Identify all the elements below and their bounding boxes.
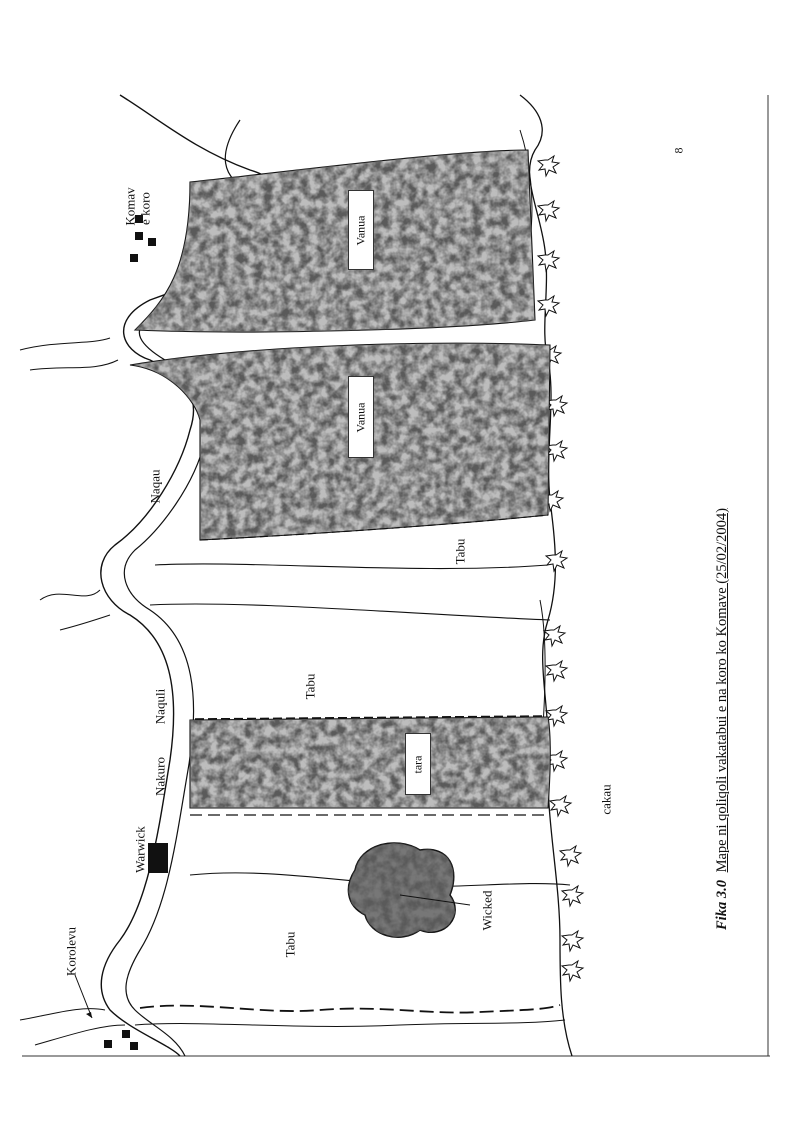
plot-label-vanua-top — [348, 190, 374, 270]
figure-caption — [714, 470, 734, 930]
figure-number: Fika 3.0 — [714, 880, 730, 930]
plot-label-vanua-mid — [348, 376, 374, 458]
label-nakuro: Nakuro — [152, 757, 168, 796]
label-warwick: Warwick — [132, 826, 148, 873]
label-komave-1: Komav — [122, 187, 138, 226]
korolevu-village-markers — [104, 1030, 138, 1050]
tabu-zone-outline — [150, 564, 550, 620]
creek-bottom — [20, 1009, 125, 1045]
plot-vanua-mid — [130, 343, 550, 540]
reef-markers — [538, 156, 583, 981]
label-tabu-mid: Tabu — [302, 673, 318, 700]
page-number: 8 — [671, 147, 686, 154]
plot-tara — [190, 716, 550, 815]
label-tabu-bottom: Tabu — [282, 931, 298, 958]
label-naquli: Naquli — [152, 688, 168, 725]
boundary-dashed-line — [140, 1005, 560, 1013]
label-naqau: Naqau — [147, 469, 163, 504]
label-cakau: cakau — [598, 784, 614, 815]
plot-label-vanua-top-text: Vanua — [353, 215, 368, 245]
plot-label-tara-text: tara — [410, 755, 425, 773]
warwick-hotel-marker — [148, 843, 168, 873]
creek-mid — [40, 590, 110, 630]
plot-label-vanua-mid-text: Vanua — [353, 402, 368, 432]
label-wicked: Wicked — [479, 890, 495, 931]
label-tabu-top: Tabu — [452, 538, 468, 565]
wicked-island — [348, 843, 470, 937]
label-korolevu: Korolevu — [63, 926, 79, 977]
figure-title: Mape ni qoliqoli vakatabui e na koro ko Komave (25/02/2004) — [714, 507, 730, 873]
korolevu-arrowhead — [86, 1012, 92, 1018]
label-komave-2: e koro — [137, 192, 153, 225]
creek-left — [20, 338, 118, 370]
plot-vanua-top — [135, 150, 535, 332]
korolevu-pointer-arrow — [75, 975, 92, 1018]
plot-label-tara — [405, 733, 431, 795]
boundary-line — [135, 1020, 565, 1026]
